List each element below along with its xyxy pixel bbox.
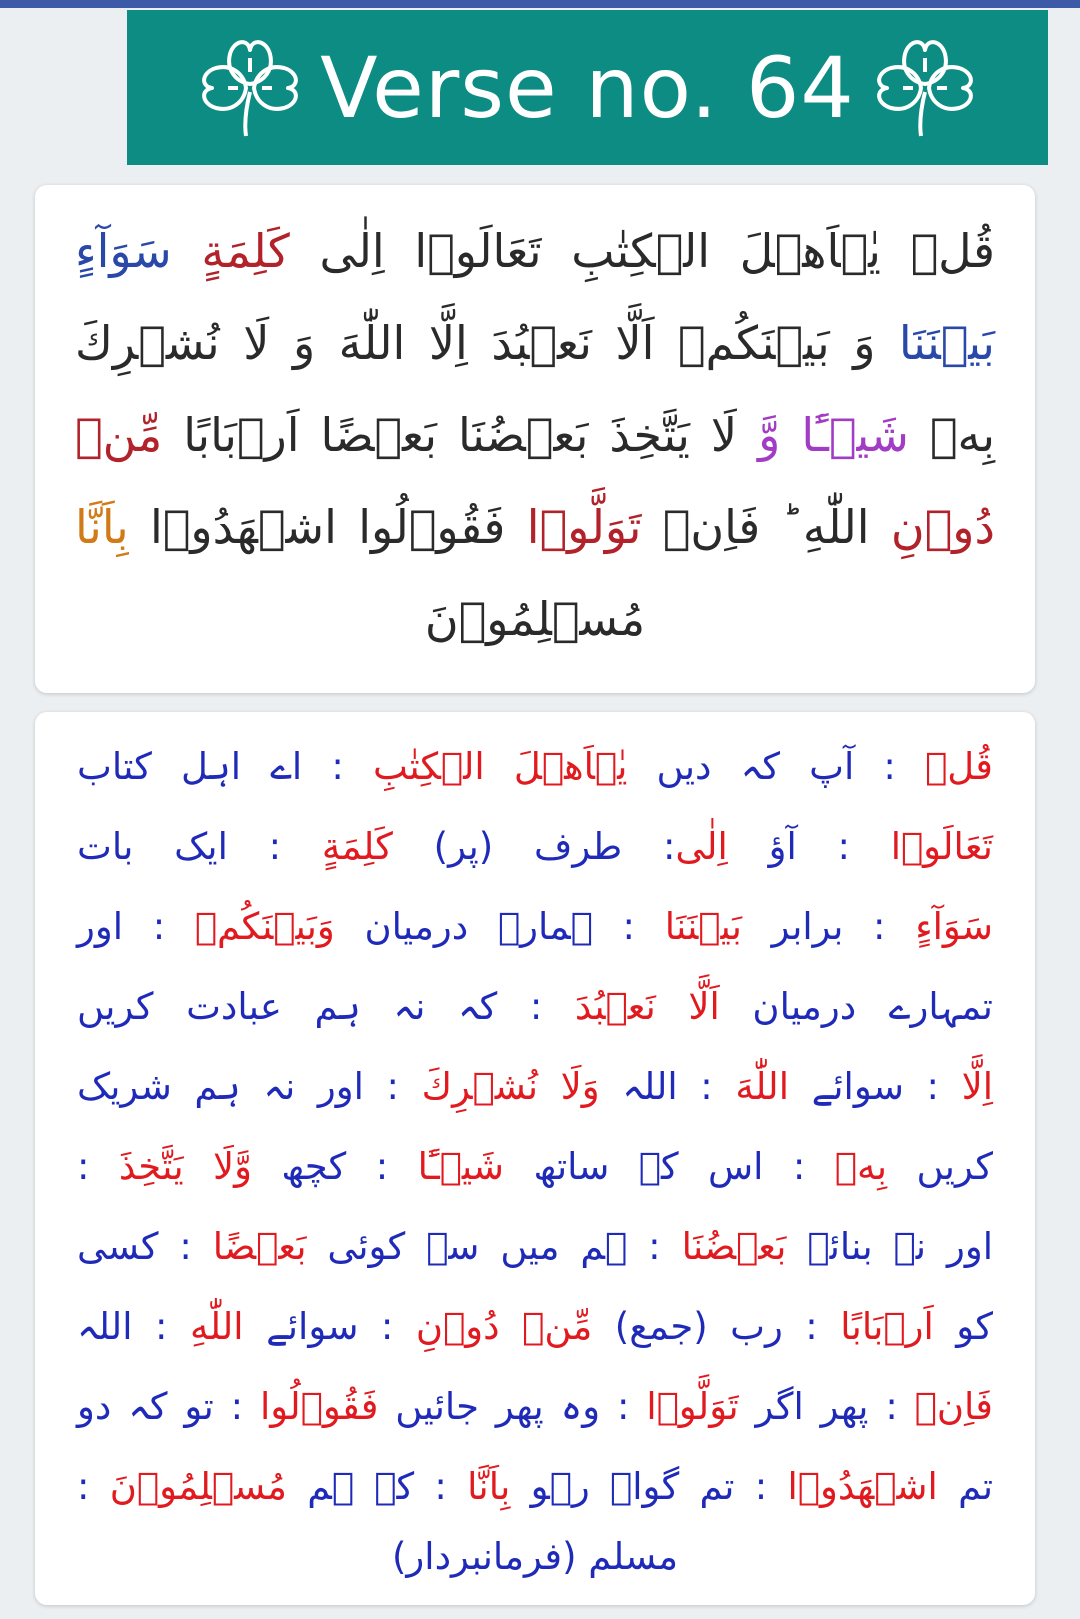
urdu-meaning: : کچھ [252, 1145, 418, 1188]
verse-segment: بِهٖ [908, 408, 995, 462]
urdu-meaning: : [77, 1465, 110, 1508]
verse-header-banner [127, 10, 1048, 165]
arabic-word: يٰۤاَهۡلَ الۡكِتٰبِ [373, 745, 628, 788]
clover-icon [186, 24, 314, 152]
urdu-meaning: : آپ کہ دیں [627, 745, 926, 788]
urdu-meaning: : پھر اگر [738, 1385, 915, 1428]
urdu-meaning: : برابر [741, 905, 916, 948]
meaning-line [77, 1047, 993, 1127]
urdu-meaning: : ایک بات [77, 825, 322, 868]
meaning-line [77, 1447, 993, 1527]
top-strip [0, 0, 1080, 8]
meaning-line [77, 1127, 993, 1207]
urdu-meaning: کریں [887, 1145, 993, 1188]
arabic-word: شَيۡـًٔا [417, 1145, 505, 1188]
verse-segment: مِّنۡ [75, 408, 163, 462]
verse-segment: دُوۡنِ [890, 500, 995, 554]
verse-segment: اللّٰهِ ؕ فَاِنۡ [641, 500, 891, 554]
arabic-word: اِلٰى [675, 825, 728, 868]
urdu-meaning: : رب (جمع) [592, 1305, 841, 1348]
arabic-word: اشۡهَدُوۡا [787, 1465, 938, 1508]
word-meanings-card [35, 712, 1035, 1605]
arabic-word: فَقُوۡلُوا [260, 1385, 379, 1428]
arabic-word: بَعۡضُنَا [681, 1225, 787, 1268]
verse-segment: تَوَلَّوۡا [526, 500, 642, 554]
arabic-word: اَلَّا نَعۡبُدَ [574, 985, 720, 1028]
meaning-line [77, 1287, 993, 1367]
arabic-word: فَاِنۡ [914, 1385, 993, 1428]
urdu-meaning: : اس کے ساتھ [504, 1145, 835, 1188]
meaning-line [77, 1517, 993, 1597]
urdu-meaning: : وہ پھر جائیں [378, 1385, 647, 1428]
urdu-meaning: : ہم میں سے کوئی [306, 1225, 682, 1268]
urdu-meaning: : ہمارے درمیان [334, 905, 665, 948]
urdu-meaning: : کسی [77, 1225, 213, 1268]
urdu-meaning: : اور [77, 905, 195, 948]
arabic-word: وَبَيۡنَكُمۡ [194, 905, 335, 948]
arabic-verse-card [35, 185, 1035, 693]
urdu-meaning: : اللہ [599, 1065, 736, 1108]
verse-segment: بَيۡنَنَا [898, 316, 995, 370]
arabic-word: سَوَآءٍ [915, 905, 993, 948]
arabic-verse-line [75, 205, 995, 297]
arabic-verse-line [75, 481, 995, 573]
meaning-line [77, 1367, 993, 1447]
urdu-meaning: : اللہ [77, 1305, 190, 1348]
urdu-meaning: : سوائے [243, 1305, 416, 1348]
arabic-word: اِلَّا [961, 1065, 994, 1108]
urdu-meaning: : آؤ [727, 825, 891, 868]
urdu-meaning: تمہارے درمیان [719, 985, 993, 1028]
arabic-word: قُلۡ [925, 745, 993, 788]
arabic-word: تَوَلَّوۡا [646, 1385, 739, 1428]
arabic-word: اَرۡبَابًا [840, 1305, 934, 1348]
urdu-meaning: : تم گواہ رہو [510, 1465, 788, 1508]
verse-segment: وَ بَيۡنَكُمۡ اَلَّا نَعۡبُدَ اِلَّا اللّٰهَ وَ لَا نُشۡرِكَ [75, 316, 899, 370]
urdu-meaning: : تو کہ دو [77, 1385, 261, 1428]
urdu-meaning: : اے اہل کتاب [77, 745, 373, 788]
verse-title: Verse no. 64 [320, 38, 855, 137]
arabic-word: بِاَنَّا [467, 1465, 511, 1508]
urdu-meaning: کو [933, 1305, 994, 1348]
arabic-verse-line [75, 389, 995, 481]
arabic-word: اللّٰهِ [189, 1305, 244, 1348]
clover-icon [861, 24, 989, 152]
urdu-meaning: : کہ ہم [286, 1465, 468, 1508]
verse-segment: قُلۡ يٰۤاَهۡلَ الۡكِتٰبِ تَعَالَوۡا اِلٰى [289, 224, 996, 278]
urdu-meaning: : [77, 1145, 119, 1188]
verse-segment: شَيۡـًٔا وَّ [758, 408, 909, 462]
arabic-word: وَلَا نُشۡرِكَ [421, 1065, 600, 1108]
urdu-meaning: : سوائے [788, 1065, 962, 1108]
arabic-word: كَلِمَةٍ [321, 825, 393, 868]
urdu-meaning: : طرف (پر) [392, 825, 676, 868]
urdu-meaning: : اور نہ ہم شریک [77, 1065, 422, 1108]
verse-segment: كَلِمَةٍ [201, 224, 290, 278]
meaning-line [77, 727, 993, 807]
meaning-line [77, 807, 993, 887]
urdu-meaning: : کہ نہ ہم عبادت کریں [77, 985, 575, 1028]
verse-segment: بِاَنَّا [75, 500, 129, 554]
arabic-word: وَّلَا يَتَّخِذَ [118, 1145, 253, 1188]
arabic-word: مُسۡلِمُوۡنَ [109, 1465, 287, 1508]
meaning-line [77, 1207, 993, 1287]
arabic-word: بِهٖ [834, 1145, 888, 1188]
verse-segment: مُسۡلِمُوۡنَ [424, 592, 646, 646]
arabic-word: تَعَالَوۡا [890, 825, 993, 868]
verse-segment: لَا يَتَّخِذَ بَعۡضُنَا بَعۡضًا اَرۡبَابًا [162, 408, 759, 462]
arabic-verse-line [75, 573, 995, 665]
urdu-meaning: تم [937, 1465, 993, 1508]
verse-segment: سَوَآءٍ [75, 224, 202, 278]
urdu-meaning: مسلم (فرمانبردار) [391, 1535, 679, 1578]
arabic-word: بَعۡضًا [212, 1225, 307, 1268]
arabic-verse-line [75, 297, 995, 389]
verse-segment: فَقُوۡلُوا اشۡهَدُوۡا [128, 500, 527, 554]
meaning-line [77, 887, 993, 967]
meaning-line [77, 967, 993, 1047]
arabic-word: مِّنۡ دُوۡنِ [415, 1305, 593, 1348]
arabic-word: اللّٰهَ [735, 1065, 789, 1108]
arabic-word: بَيۡنَنَا [664, 905, 742, 948]
urdu-meaning: اور نہ بنائے [786, 1225, 993, 1268]
